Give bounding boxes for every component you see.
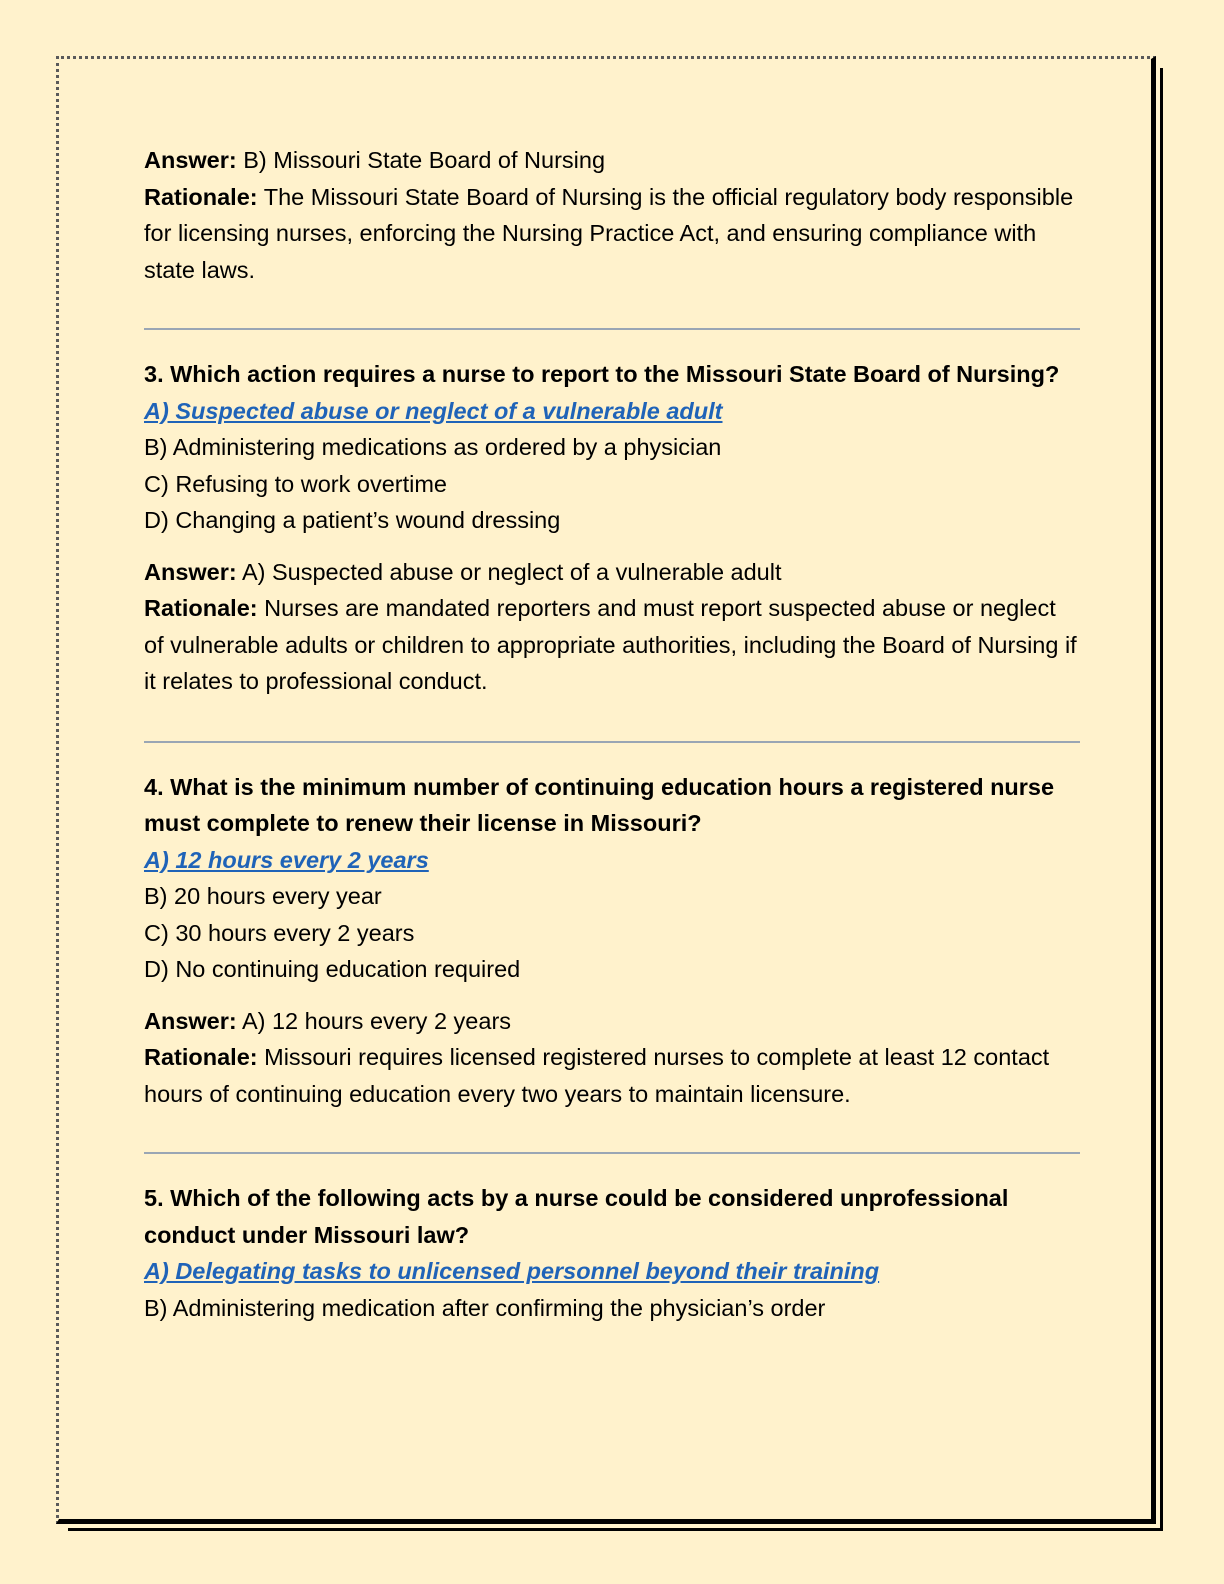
answer-label: Answer: [144, 558, 237, 585]
question-4 [144, 769, 1080, 1113]
option-b[interactable]: B) Administering medications as ordered by a physician [144, 434, 722, 460]
option-d[interactable]: D) Changing a patient’s wound dressing [144, 507, 561, 533]
answer-text: A) Suspected abuse or neglect of a vulnerable adult [236, 558, 782, 585]
option-a-correct[interactable]: A) 12 hours every 2 years [144, 846, 429, 873]
option-b[interactable]: B) 20 hours every year [144, 883, 382, 909]
answer-line [144, 554, 1080, 591]
answer-block-q2 [144, 142, 1080, 288]
answer-label: Answer: [144, 1007, 237, 1034]
document-content [144, 142, 1080, 1326]
question-text: 3. Which action requires a nurse to report to the Missouri State Board of Nursing? [144, 361, 1060, 387]
section-divider [144, 1152, 1080, 1154]
option-a-correct[interactable]: A) Delegating tasks to unlicensed personnel beyond their training [144, 1258, 880, 1284]
rationale-line [144, 179, 1080, 289]
question-5 [144, 1180, 1080, 1326]
rationale-label: Rationale: [144, 183, 258, 210]
option-c[interactable]: C) 30 hours every 2 years [144, 919, 415, 946]
answer-text: A) 12 hours every 2 years [236, 1007, 512, 1034]
rationale-text: Nurses are mandated reporters and must report suspected abuse or neglect of vulnerable adults or children to appropriate authorities, including the Board of Nursing if it relates to professional conduct. [144, 595, 1077, 694]
option-d[interactable]: D) No continuing education required [144, 956, 521, 982]
rationale-label: Rationale: [144, 595, 258, 621]
section-divider [144, 328, 1080, 330]
option-c[interactable]: C) Refusing to work overtime [144, 470, 447, 497]
answer-block [144, 554, 1080, 700]
answer-line [144, 142, 1080, 179]
section-divider [144, 741, 1080, 743]
option-b[interactable]: B) Administering medication after confirming the physician’s order [144, 1294, 826, 1321]
rationale-line [144, 590, 1080, 700]
rationale-text: The Missouri State Board of Nursing is the official regulatory body responsible for licensing nurses, enforcing the Nursing Practice Act, and ensuring compliance with state laws. [144, 183, 1074, 283]
question-text: 5. Which of the following acts by a nurse could be considered unprofessional conduct under Missouri law? [144, 1185, 1009, 1248]
rationale-text: Missouri requires licensed registered nurses to complete at least 12 contact hours of continuing education every two years to maintain licensure. [144, 1044, 1050, 1107]
answer-line [144, 1003, 1080, 1040]
question-text: 4. What is the minimum number of continuing education hours a registered nurse must complete to renew their license in Missouri? [144, 773, 1055, 836]
rationale-label: Rationale: [144, 1044, 258, 1070]
answer-text: B) Missouri State Board of Nursing [236, 147, 606, 173]
question-3 [144, 356, 1080, 700]
option-a-correct[interactable]: A) Suspected abuse or neglect of a vulnerable adult [144, 397, 723, 424]
answer-label: Answer: [144, 147, 237, 173]
rationale-line [144, 1039, 1080, 1112]
answer-block [144, 1003, 1080, 1113]
